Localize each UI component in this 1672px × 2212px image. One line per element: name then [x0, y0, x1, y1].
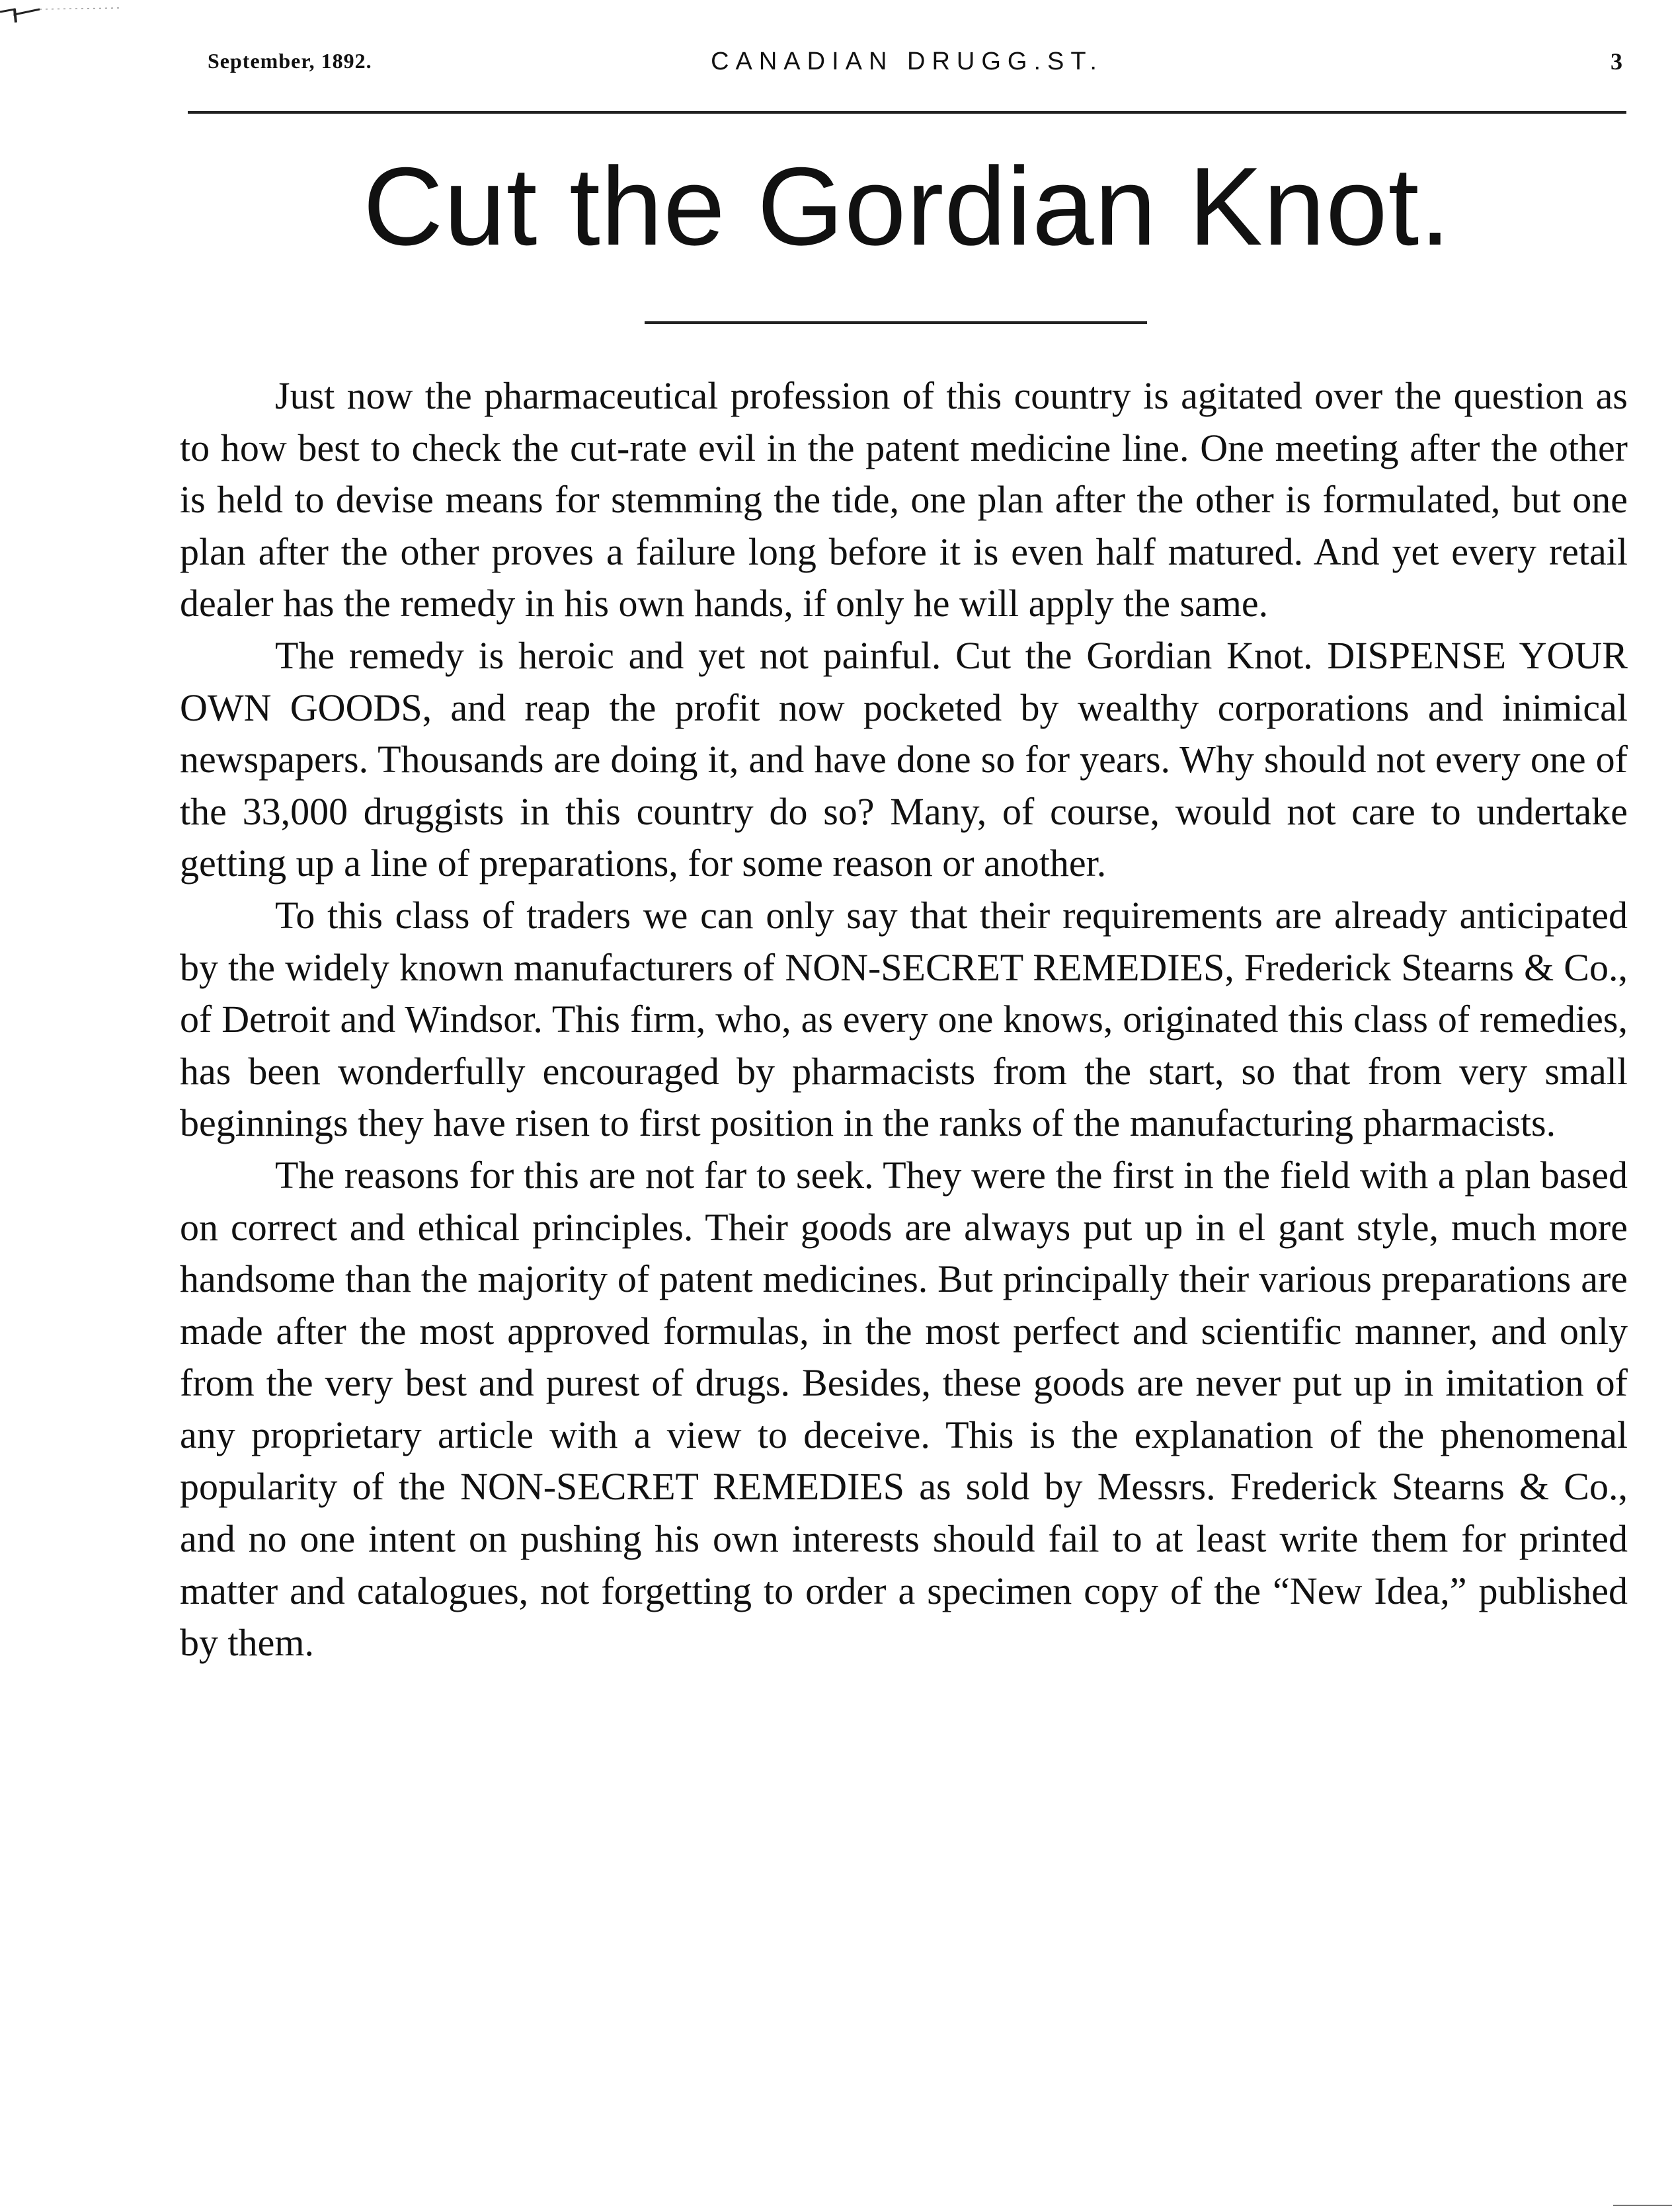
corner-print-mark [0, 0, 132, 26]
issue-date: September, 1892. [208, 49, 372, 73]
running-header [188, 44, 1626, 83]
paragraph-3: To this class of traders we can only say that their requirements are already anticipated by the widely known manufacturers of NON-SECRET REMEDIES, Frederick Stearns & Co., of Detroit and Windsor. This firm, who, as every one knows, originated this class of remedies, has been wonderfully encouraged by pharmacists from the start, so that from very small beginnings they have risen to first position in the ranks of the manufacturing pharmacists. [180, 893, 1628, 1145]
bottom-edge-mark [1613, 2205, 1672, 2206]
paragraph-1: Just now the pharmaceutical profession of this country is agitated over the question as to how best to check the cut-rate evil in the patent medicine line. One meeting after the other is held to devise means for stemming the tide, one plan after the other is formulated, but one plan after the other proves a failure long before it is even half matured. And yet every retail dealer has the remedy in his own hands, if only he will apply the same. [180, 374, 1628, 625]
paragraph-4: The reasons for this are not far to seek. They were the first in the field with a plan based on correct and ethical principles. Their goods are always put up in el gant style, much more handsome than the majority of patent medicines. But principally their various preparations are made after the most approved formulas, in the most perfect and scientific manner, and only from the very best and purest of drugs. Besides, these goods are never put up in imitation of any proprietary article with a view to deceive. This is the explanation of the phenomenal popularity of the NON-SECRET REMEDIES as sold by Messrs. Frederick Stearns & Co., and no one intent on pushing his own interests should fail to at least write them for printed matter and catalogues, not forgetting to order a specimen copy of the “New Idea,” published by them. [180, 1153, 1628, 1665]
publication-title: CANADIAN DRUGG.ST. [711, 48, 1103, 75]
article-headline: Cut the Gordian Knot. [363, 144, 1451, 268]
article-body [180, 370, 1628, 1669]
header-rule [188, 111, 1626, 114]
paragraph-2: The remedy is heroic and yet not painful. Cut the Gordian Knot. DISPENSE YOUR OWN GOODS, and reap the profit now pocketed by wealthy corporations and inimical newspapers. Thousands are doing it, and have done so for years. Why should not every one of the 33,000 druggists in this country do so? Many, of course, would not care to undertake getting up a line of preparations, for some reason or another. [180, 633, 1628, 885]
title-divider [645, 321, 1147, 324]
page-number: 3 [1611, 48, 1622, 75]
